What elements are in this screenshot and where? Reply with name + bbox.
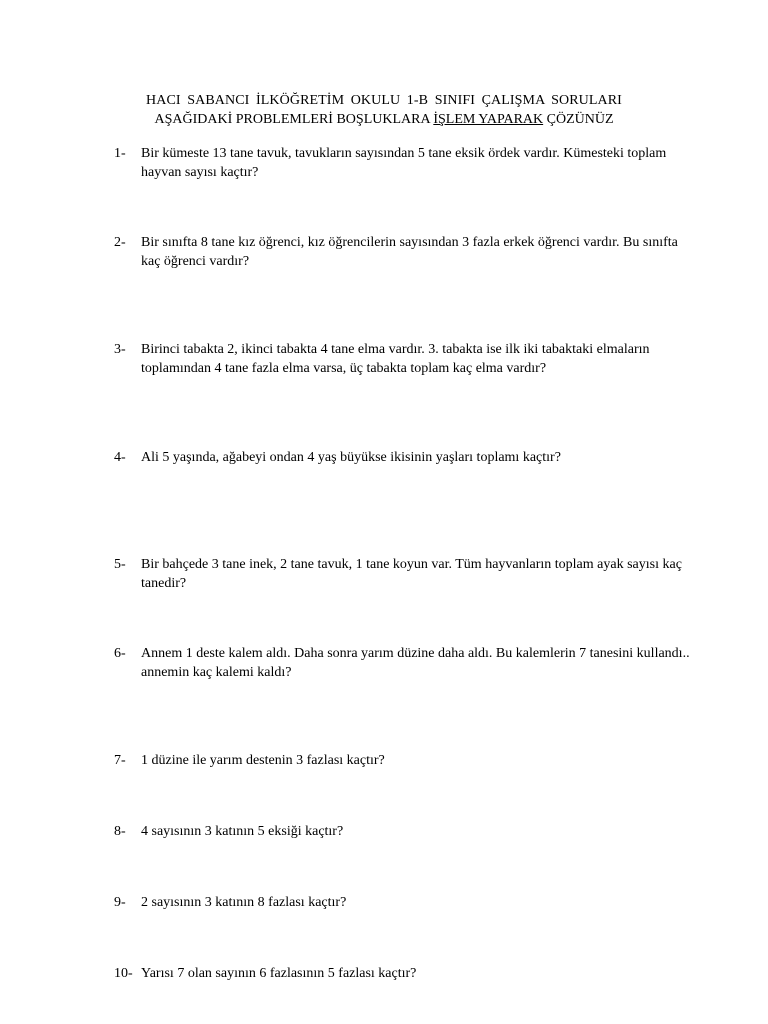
question-text: Bir sınıfta 8 tane kız öğrenci, kız öğrencilerin sayısından 3 fazla erkek öğrenci vardır. Bu sınıfta kaç öğrenci vardır? xyxy=(141,235,678,269)
question-6 xyxy=(114,644,694,682)
question-text: 4 sayısının 3 katının 5 eksiği kaçtır? xyxy=(141,824,344,839)
question-10 xyxy=(114,964,694,983)
question-2 xyxy=(114,233,694,271)
question-text: Birinci tabakta 2, ikinci tabakta 4 tane elma vardır. 3. tabakta ise ilk iki tabaktaki elmaların toplamından 4 tane fazla elma varsa, üç tabakta toplam kaç elma vardır? xyxy=(141,342,650,376)
question-text: 1 düzine ile yarım destenin 3 fazlası kaçtır? xyxy=(141,753,385,768)
question-number: 3- xyxy=(114,342,126,357)
instruction-text-end: ÇÖZÜNÜZ xyxy=(543,112,614,127)
question-text: 2 sayısının 3 katının 8 fazlası kaçtır? xyxy=(141,895,347,910)
question-1 xyxy=(114,144,694,182)
question-number: 2- xyxy=(114,235,126,250)
question-number: 1- xyxy=(114,146,126,161)
question-number: 5- xyxy=(114,557,126,572)
question-3 xyxy=(114,340,694,378)
question-number: 6- xyxy=(114,646,126,661)
instruction-underlined-text: İŞLEM YAPARAK xyxy=(433,112,544,127)
question-9 xyxy=(114,893,694,912)
question-text: Ali 5 yaşında, ağabeyi ondan 4 yaş büyükse ikisinin yaşları toplamı kaçtır? xyxy=(141,450,561,465)
question-number: 9- xyxy=(114,895,126,910)
question-number: 7- xyxy=(114,753,126,768)
question-number: 10- xyxy=(114,966,133,981)
question-5 xyxy=(114,555,694,593)
instruction-text-start: AŞAĞIDAKİ PROBLEMLERİ BOŞLUKLARA xyxy=(154,112,434,127)
question-text: Yarısı 7 olan sayının 6 fazlasının 5 fazlası kaçtır? xyxy=(141,966,417,981)
worksheet-header xyxy=(0,91,768,129)
question-number: 4- xyxy=(114,450,126,465)
question-8 xyxy=(114,822,694,841)
worksheet-title: HACI SABANCI İLKÖĞRETİM OKULU 1-B SINIFI ÇALIŞMA SORULARI xyxy=(146,93,622,108)
question-number: 8- xyxy=(114,824,126,839)
question-4 xyxy=(114,448,694,467)
worksheet-instruction xyxy=(0,110,768,129)
question-7 xyxy=(114,751,694,770)
question-text: Bir kümeste 13 tane tavuk, tavukların sayısından 5 tane eksik ördek vardır. Kümesteki toplam hayvan sayısı kaçtır? xyxy=(141,146,667,180)
question-text: Bir bahçede 3 tane inek, 2 tane tavuk, 1 tane koyun var. Tüm hayvanların toplam ayak sayısı kaç tanedir? xyxy=(141,557,682,591)
question-text: Annem 1 deste kalem aldı. Daha sonra yarım düzine daha aldı. Bu kalemlerin 7 tanesini kullandı.. annemin kaç kalemi kaldı? xyxy=(141,646,690,680)
